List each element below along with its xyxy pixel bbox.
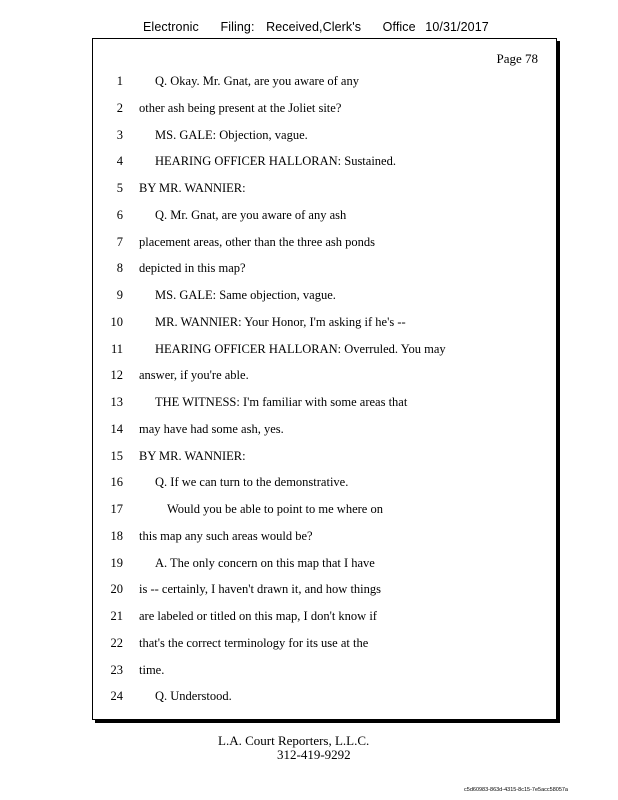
line-text: HEARING OFFICER HALLORAN: Sustained. — [155, 154, 396, 169]
transcript-line — [93, 125, 556, 145]
line-text: MS. GALE: Objection, vague. — [155, 127, 308, 142]
line-text: that's the correct terminology for its use at the — [139, 635, 369, 650]
line-number: 10 — [110, 314, 123, 329]
line-number: 23 — [110, 662, 123, 677]
line-number: 15 — [110, 448, 123, 463]
transcript-line — [93, 660, 556, 680]
line-text: answer, if you're able. — [139, 368, 249, 383]
transcript-page — [92, 38, 557, 720]
line-number: 6 — [116, 207, 123, 222]
transcript-line — [93, 392, 556, 412]
line-number: 3 — [116, 127, 123, 142]
line-text: A. The only concern on this map that I have — [155, 555, 375, 570]
line-number: 1 — [116, 74, 123, 88]
transcript-line — [93, 71, 556, 91]
transcript-line — [93, 151, 556, 171]
filing-stamp-part: Office — [382, 20, 416, 34]
transcript-line — [93, 285, 556, 305]
transcript-line — [93, 499, 556, 519]
line-text: MR. WANNIER: Your Honor, I'm asking if he's -- — [155, 314, 406, 329]
line-number: 7 — [116, 234, 123, 249]
line-text: Would you be able to point to me where on — [167, 502, 383, 516]
line-text: THE WITNESS: I'm familiar with some areas that — [155, 395, 408, 409]
transcript-line — [93, 98, 556, 118]
line-number: 20 — [110, 582, 123, 597]
line-text: may have had some ash, yes. — [139, 421, 284, 436]
line-text: is -- certainly, I haven't drawn it, and how things — [139, 582, 382, 597]
line-text: placement areas, other than the three ash ponds — [139, 234, 376, 249]
transcript-line — [93, 446, 556, 466]
reporter-phone: 312-419-9292 — [277, 747, 351, 762]
transcript-line — [93, 526, 556, 546]
transcript-line — [93, 258, 556, 278]
line-text: HEARING OFFICER HALLORAN: Overruled. You may — [155, 341, 446, 356]
line-number: 14 — [110, 421, 123, 436]
transcript-line — [93, 205, 556, 225]
filing-stamp-part: Electronic — [143, 20, 199, 34]
line-number: 11 — [110, 341, 123, 356]
line-number: 19 — [110, 555, 123, 570]
page-number: Page 78 — [496, 51, 538, 66]
line-text: are labeled or titled on this map, I don't know if — [139, 609, 377, 623]
line-text: Q. Understood. — [155, 689, 232, 704]
filing-stamp-date: 10/31/2017 — [425, 20, 489, 34]
transcript-line — [93, 232, 556, 252]
transcript-line — [93, 553, 556, 573]
line-number: 9 — [116, 288, 123, 302]
line-text: BY MR. WANNIER: — [139, 181, 246, 195]
line-number: 22 — [110, 635, 123, 650]
line-number: 16 — [110, 475, 123, 490]
transcript-line — [93, 312, 556, 332]
transcript-line — [93, 579, 556, 599]
line-number: 21 — [110, 609, 123, 623]
line-text: depicted in this map? — [139, 261, 246, 276]
transcript-line — [93, 633, 556, 653]
line-number: 18 — [110, 528, 123, 543]
line-number: 24 — [110, 689, 123, 704]
transcript-line — [93, 419, 556, 439]
line-number: 5 — [116, 181, 123, 195]
line-number: 13 — [110, 395, 123, 409]
line-number: 17 — [110, 502, 123, 516]
line-text: Q. Mr. Gnat, are you aware of any ash — [155, 207, 347, 222]
transcript-line — [93, 606, 556, 626]
reporter-name: L.A. Court Reporters, L.L.C. — [218, 733, 370, 748]
line-text: time. — [139, 662, 165, 677]
line-number: 8 — [116, 261, 123, 276]
line-text: other ash being present at the Joliet site? — [139, 100, 342, 115]
line-text: BY MR. WANNIER: — [139, 448, 246, 463]
transcript-line — [93, 178, 556, 198]
filing-stamp-header — [143, 20, 489, 34]
line-number: 2 — [116, 100, 123, 115]
line-number: 4 — [116, 154, 123, 169]
line-text: this map any such areas would be? — [139, 528, 313, 543]
filing-stamp-part: Filing: — [220, 20, 255, 34]
transcript-line — [93, 686, 556, 706]
line-text: Q. If we can turn to the demonstrative. — [155, 475, 349, 490]
transcript-line — [93, 472, 556, 492]
line-number: 12 — [110, 368, 123, 383]
transcript-line — [93, 365, 556, 385]
line-text: Q. Okay. Mr. Gnat, are you aware of any — [155, 74, 359, 88]
transcript-line — [93, 339, 556, 359]
filing-stamp-part: Received,Clerk's — [266, 20, 362, 34]
document-hash: c5d60983-863d-4315-8c15-7e5acc58057a — [464, 787, 568, 793]
line-text: MS. GALE: Same objection, vague. — [155, 288, 336, 302]
